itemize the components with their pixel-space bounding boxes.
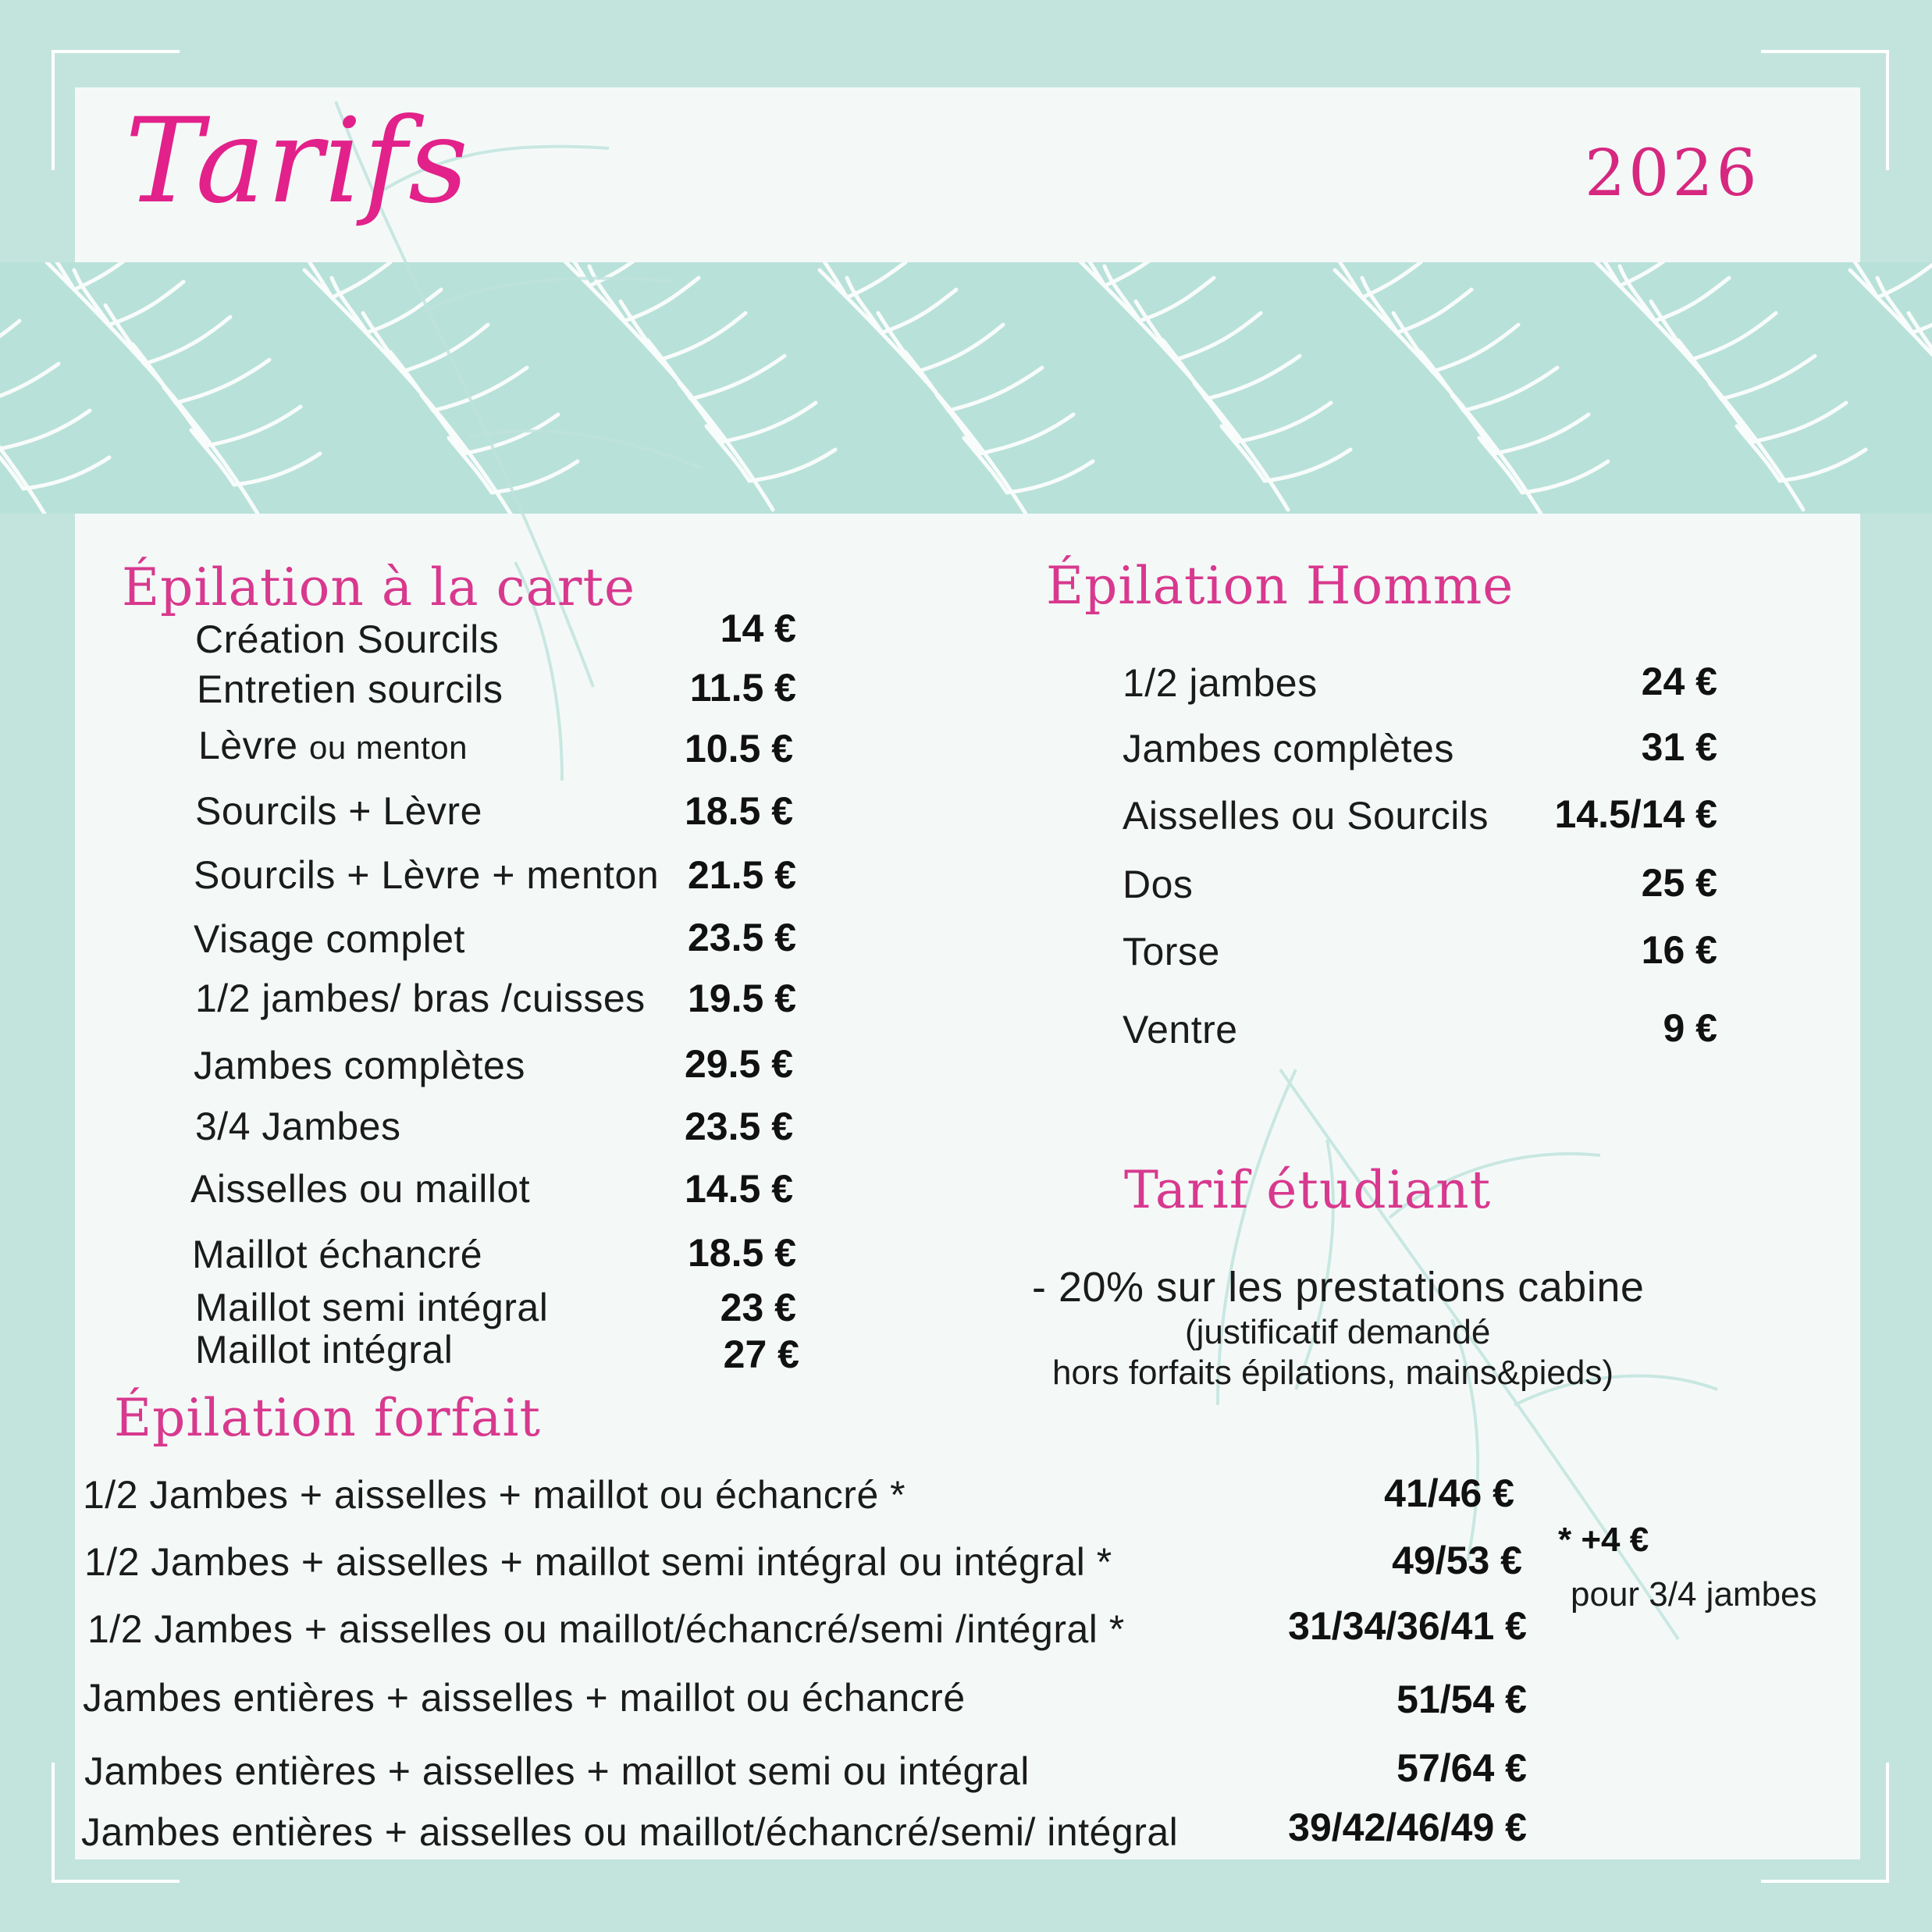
carte-item-price: 14 € — [720, 607, 796, 650]
forfait-item-price: 41/46 € — [1384, 1471, 1514, 1515]
homme-item-price: 16 € — [1641, 928, 1717, 972]
homme-item-label: 1/2 jambes — [1123, 661, 1318, 705]
section-title-forfait: Épilation forfait — [114, 1388, 541, 1448]
carte-item-price: 19.5 € — [687, 977, 796, 1020]
leaf-banner — [0, 262, 1932, 514]
carte-item-label: Maillot semi intégral — [195, 1286, 549, 1329]
homme-item-label: Torse — [1123, 930, 1220, 973]
homme-item-label: Aisselles ou Sourcils — [1123, 794, 1489, 838]
section-title-etudiant: Tarif étudiant — [1124, 1160, 1492, 1220]
palm-leaf-pattern — [0, 262, 1932, 514]
carte-item-price: 11.5 € — [689, 666, 796, 710]
page-title: Tarifs — [125, 94, 471, 229]
forfait-item-label: 1/2 Jambes + aisselles + maillot semi intégral ou intégral * — [84, 1540, 1112, 1584]
carte-item-price: 29.5 € — [684, 1042, 793, 1086]
carte-item-label: Maillot échancré — [192, 1233, 483, 1276]
section-title-carte: Épilation à la carte — [122, 557, 636, 617]
carte-item-label: Sourcils + Lèvre — [195, 789, 482, 833]
year-label: 2026 — [1585, 137, 1760, 211]
carte-item-label: Aisselles ou maillot — [190, 1167, 531, 1211]
carte-item-price: 18.5 € — [684, 789, 793, 833]
homme-item-price: 9 € — [1663, 1006, 1717, 1050]
etudiant-discount: - 20% sur les prestations cabine — [1032, 1264, 1645, 1311]
homme-item-price: 24 € — [1641, 660, 1717, 703]
carte-item-price: 21.5 € — [687, 853, 796, 897]
forfait-footnote-mark: * +4 € — [1558, 1521, 1649, 1559]
carte-item-label: 3/4 Jambes — [195, 1105, 401, 1148]
carte-item-price: 23.5 € — [687, 916, 796, 959]
homme-item-price: 31 € — [1641, 725, 1717, 769]
homme-item-label: Ventre — [1123, 1008, 1238, 1051]
forfait-item-label: 1/2 Jambes + aisselles + maillot ou échancré * — [83, 1473, 906, 1517]
forfait-item-price: 31/34/36/41 € — [1288, 1604, 1527, 1648]
carte-item-label: Jambes complètes — [194, 1044, 525, 1087]
carte-item-price: 23 € — [720, 1286, 796, 1329]
carte-item-price: 23.5 € — [684, 1105, 793, 1148]
forfait-item-label: 1/2 Jambes + aisselles ou maillot/échancré/semi /intégral * — [87, 1607, 1125, 1651]
carte-item-price: 18.5 € — [687, 1231, 796, 1275]
carte-item-price: 10.5 € — [684, 727, 793, 770]
carte-item-label: Sourcils + Lèvre + menton — [194, 853, 660, 897]
forfait-item-label: Jambes entières + aisselles + maillot semi ou intégral — [84, 1749, 1030, 1793]
forfait-item-label: Jambes entières + aisselles ou maillot/échancré/semi/ intégral — [81, 1810, 1179, 1854]
carte-item-label: Lèvre ou menton — [198, 724, 468, 767]
carte-item-label: 1/2 jambes/ bras /cuisses — [195, 977, 646, 1020]
etudiant-note-1: (justificatif demandé — [1185, 1313, 1491, 1351]
forfait-item-price: 49/53 € — [1392, 1539, 1522, 1582]
forfait-item-price: 57/64 € — [1397, 1746, 1527, 1790]
homme-item-price: 25 € — [1641, 861, 1717, 905]
corner-frame-bottom-right — [1761, 1763, 1889, 1883]
carte-item-label: Création Sourcils — [195, 617, 500, 661]
etudiant-note-2: hors forfaits épilations, mains&pieds) — [1052, 1354, 1614, 1392]
carte-item-label: Visage complet — [194, 917, 465, 961]
homme-item-label: Dos — [1123, 863, 1194, 906]
section-title-homme: Épilation Homme — [1046, 556, 1514, 616]
forfait-item-price: 51/54 € — [1397, 1678, 1527, 1721]
carte-item-price: 27 € — [723, 1332, 799, 1376]
homme-item-price: 14.5/14 € — [1554, 792, 1717, 836]
carte-item-price: 14.5 € — [684, 1167, 793, 1211]
forfait-footnote-text: pour 3/4 jambes — [1571, 1575, 1817, 1614]
corner-frame-top-right — [1761, 50, 1889, 170]
forfait-item-price: 39/42/46/49 € — [1288, 1806, 1527, 1849]
forfait-item-label: Jambes entières + aisselles + maillot ou échancré — [83, 1676, 966, 1720]
homme-item-label: Jambes complètes — [1123, 727, 1454, 770]
carte-item-label: Entretien sourcils — [197, 667, 503, 711]
carte-item-label: Maillot intégral — [195, 1328, 454, 1372]
